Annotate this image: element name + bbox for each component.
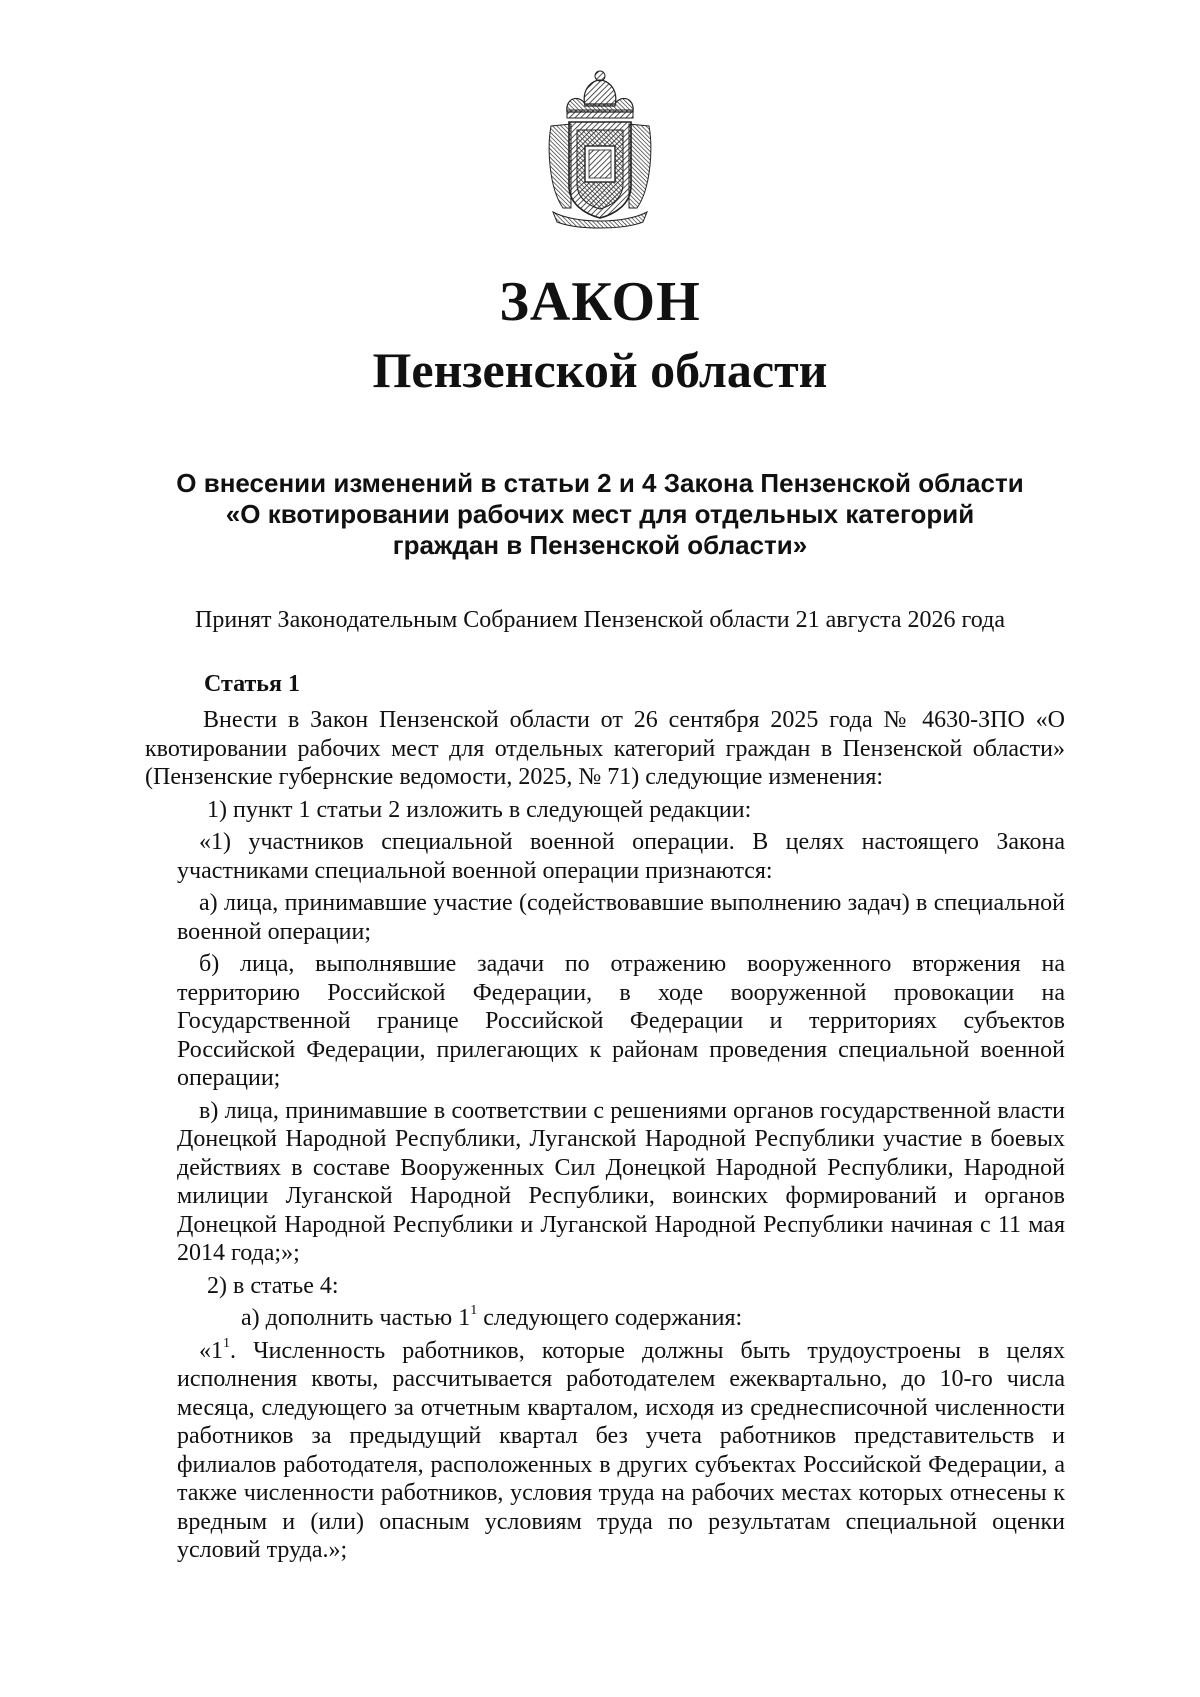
quote-1-point-b: б) лица, выполнявшие задачи по отражению вооруженного вторжения на территорию Российской Федерации, в ходе вооруженной провокации на Государственной границе Российской Федерации и территориях субъектов Российской Федерации, прилегающих к районам проведения специальной военной операции; <box>177 951 1065 1091</box>
quote-1-intro: «1) участников специальной военной операции. В целях настоящего Закона участниками специальной военной операции признаются: <box>177 829 1065 884</box>
coat-of-arms-emblem <box>545 68 655 230</box>
item-2-a-superscript: 1 <box>470 1303 478 1318</box>
quote-2-start: «1 <box>199 1337 223 1364</box>
quote-2-superscript: 1 <box>223 1335 230 1351</box>
adoption-note: Принят Законодательным Собранием Пензенской области 21 августа 2026 года <box>195 607 1005 633</box>
article-title: Статья 1 <box>204 671 300 697</box>
region-title: Пензенской области <box>372 342 828 398</box>
amendment-item-2-a <box>145 1304 1065 1333</box>
quote-1-point-a: а) лица, принимавшие участие (содействовавшие выполнению задач) в специальной военной операции; <box>177 890 1065 945</box>
law-heading: О внесении изменений в статьи 2 и 4 Закона Пензенской области «О квотировании рабочих мест для отдельных категорий граждан в Пензенской области» <box>176 468 1024 560</box>
item-2-a-text-end: следующего содержания: <box>477 1305 743 1331</box>
amendment-item-2: 2) в статье 4: <box>207 1272 339 1299</box>
item-2-a-text: а) дополнить частью 1 <box>241 1305 471 1331</box>
quote-1-point-c: в) лица, принимавшие в соответствии с решениями органов государственной власти Донецкой Народной Республики, Луганской Народной Республики участие в боевых действиях в составе Вооруженных Сил Донецкой Народной Республики, Народной милиции Луганской Народной Республики, воинских формирований и органов Донецкой Народной Республики и Луганской Народной Республики начиная с 11 мая 2014 года;»; <box>177 1097 1065 1266</box>
quote-2-text <box>145 1337 1065 1565</box>
amendment-item-1: 1) пункт 1 статьи 2 изложить в следующей редакции: <box>207 796 752 823</box>
law-title: ЗАКОН <box>499 271 701 333</box>
article-intro: Внести в Закон Пензенской области от 26 сентября 2025 года № 4630-ЗПО «О квотировании рабочих мест для отдельных категорий граждан в Пензенской области» (Пензенские губернские ведомости, 2025, № 71) следующие изменения: <box>145 707 1065 790</box>
quote-2-body: . Численность работников, которые должны быть трудоустроены в целях исполнения квоты, рассчитывается работодателем ежеквартально, до 10-го числа месяца, следующего за отчетным кварталом, исходя из среднесписочной численности работников за предыдущий квартал без учета работников представительств и филиалов работодателя, расположенных в других субъектах Российской Федерации, а также численности работников, условия труда на рабочих местах которых отнесены к вредным и (или) опасным условиям труда по результатам специальной оценки условий труда.»; <box>177 1337 1065 1563</box>
article-body <box>145 706 1065 1565</box>
